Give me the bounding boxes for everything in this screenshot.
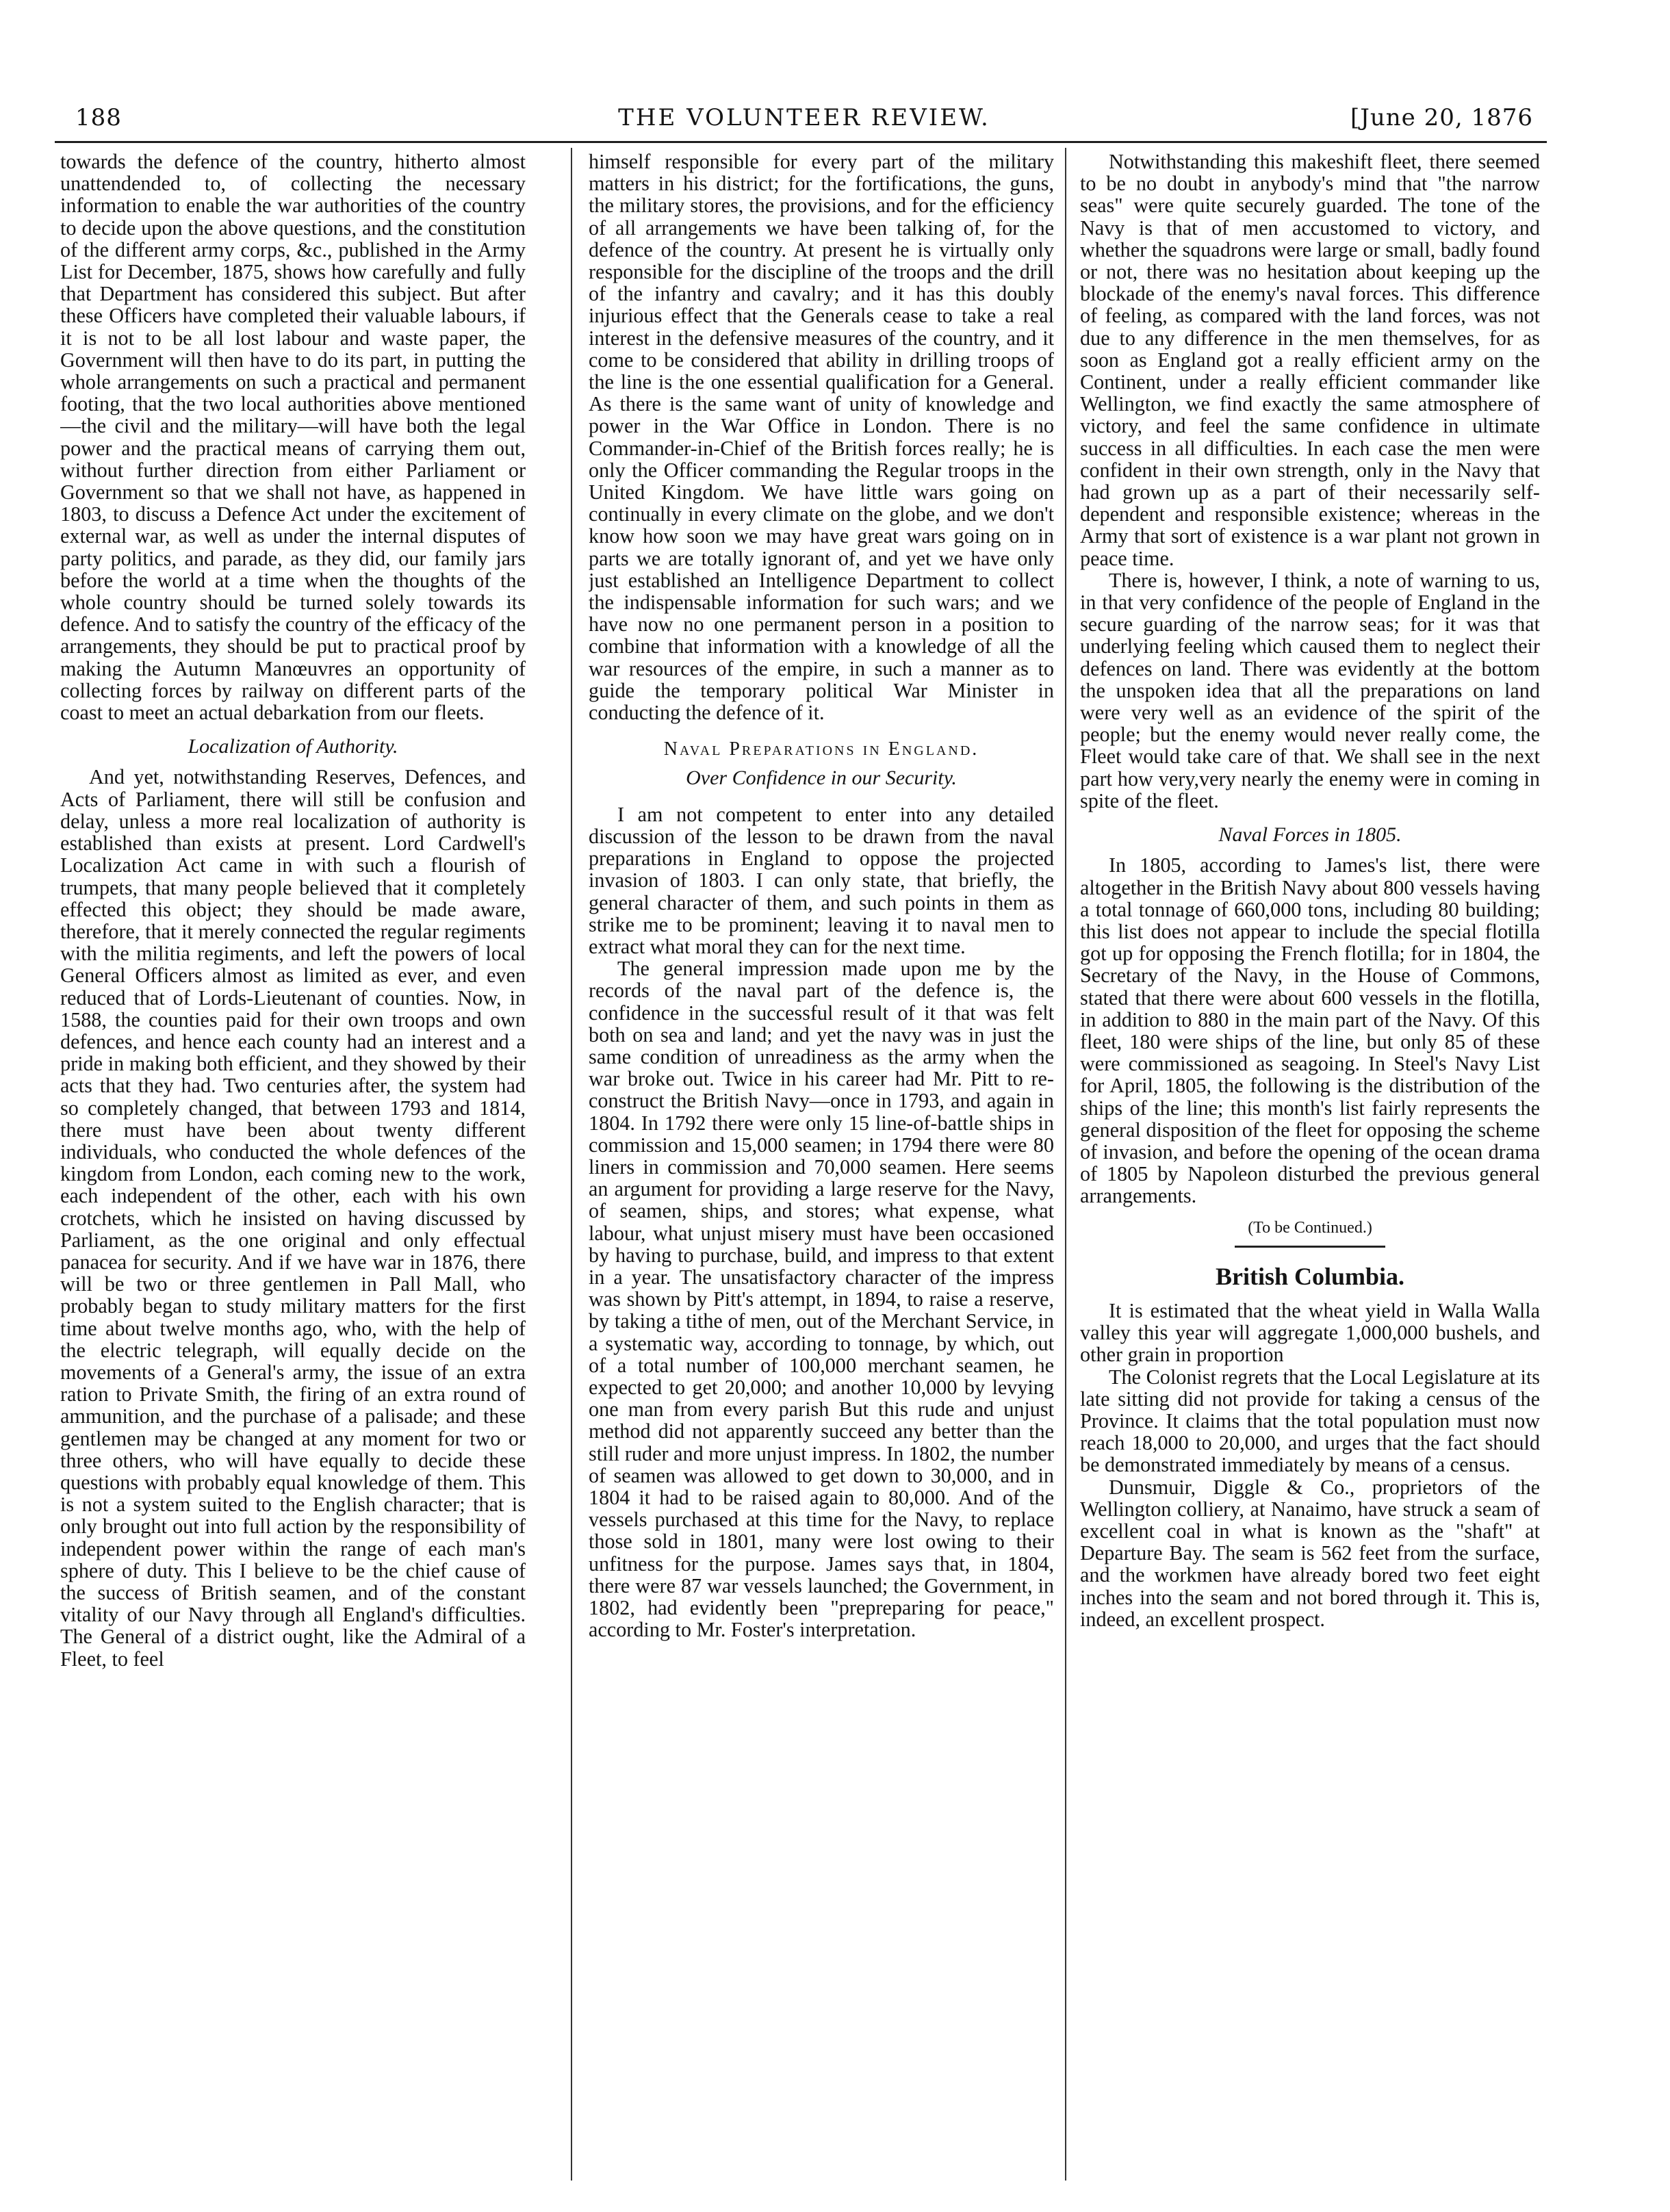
article-paragraph: himself responsible for every part of the military matters in his district; for the fortifications, the guns, the military stores, the provisions, and for the efficiency of all arrangements we have been talking of, for the defence of the country. At present he is virtually only responsible for the discipline of the troops and the drill of the infantry and cavalry; and it has this doubly injurious effect that the Generals cease to take a real interest in the defensive measures of the country, and it come to be considered that ability in drilling troops of the line is the one essential qualification for a General. As there is the same want of unity of knowledge and power in the War Office in London. There is no Commander-in-Chief of the British forces really; he is only the Officer commanding the Regular troops in the United Kingdom. We have little wars going on continually in every climate on the globe, and we don't know how soon we may have great wars going on in parts we are totally ignorant of, and yet we have only just established an Intelligence Department to collect the indispensable information for such wars; and we have now no one permanent person in a position to combine that information with a knowledge of all the war resources of the empire, in such a manner as to guide the temporary political War Minister in conducting the defence of it. [589,151,1054,725]
article-paragraph: There is, however, I think, a note of warning to us, in that very confidence of the people of England in the secure guarding of the narrow seas; for it was that underlying feeling which caused them to neglect their defences on land. There was evidently at the bottom the unspoken idea that all the preparations on land were very well as an evidence of the spirit of the people; but the enemy would never really come, the Fleet would take care of that. We shall see in the next part how very,very nearly the enemy were in coming in spite of the fleet. [1080,568,1540,812]
issue-date: [June 20, 1876 [1350,104,1533,131]
column-divider [1065,148,1066,2181]
article-paragraph: In 1805, according to James's list, there were altogether in the British Navy about 800 vessels having a total tonnage of 660,000 tons, including 80 building; this list does not appear to include the special flotilla got up for opposing the French flotilla; for in 1804, the Secretary of the Navy, in the House of Commons, stated that there were about 600 vessels in the flotilla, in addition to 880 in the main part of the Navy. Of this fleet, 180 were ships of the line, but only 85 of these were commissioned as seagoing. In Steel's Navy List for April, 1805, the following is the distribution of the ships of the line; this month's list fairly represents the general disposition of the fleet for opposing the scheme of invasion, and before the opening of the ocean drama of 1805 by Napoleon disturbed the previous general arrangements. [1080,853,1540,1208]
column-1 [60,151,526,2190]
subsection-heading: Naval Forces in 1805. [1218,823,1402,847]
article-paragraph: towards the defence of the country, hitherto almost unattendended to, of collecting the necessary information to enable the war authorities of the country to decide upon the above questions, and the constitution of the different army corps, &c., published in the Army List for December, 1875, shows how carefully and fully that Department has considered this subject. But after these Officers have completed their valuable labours, if it is not to be all lost labour and waste paper, the Government will then have to do its part, in putting the whole arrangements on such a practical and permanent footing, that the two local authorities above mentioned—the civil and the military—will have both the legal power and the practical means of carrying them out, without further direction from either Parliament or Government so that we shall not have, as happened in 1803, to discuss a Defence Act under the excitement of external war, as well as under the internal disputes of party politics, and parade, as they did, our family jars before the world at a time when the thoughts of the whole country should be turned solely towards its defence. And to satisfy the country of the efficacy of the arrangements, they should be put to practical proof by making the Autumn Manœuvres an opportunity of collecting forces by railway on different parts of the coast to meet an actual debarkation from our fleets. [60,151,526,725]
article-paragraph: I am not competent to enter into any detailed discussion of the lesson to be drawn from the naval preparations in England to oppose the projected invasion of 1803. I can only state, that briefly, the general character of them, and such points in them as strike me to be prominent; leaving it to naval men to extract what moral they can for the next time. [589,802,1054,958]
section-separator [1235,1246,1385,1248]
article-paragraph: The general impression made upon me by the records of the naval part of the defence is, the confidence in the successful result of it that was felt both on sea and land; and yet the navy was in just the same condition of unreadiness as the army when the war broke out. Twice in his career had Mr. Pitt to re-construct the British Navy—once in 1793, and again in 1804. In 1792 there were only 15 line-of-battle ships in commission and 15,000 seamen; in 1794 there were 80 liners in commission and 70,000 seamen. Here seems an argument for providing a large reserve for the Navy, of seamen, ships, and stores; what expense, what labour, what unjust misery must have been occasioned by having to purchase, build, and impress to that extent in a year. The unsatisfactory character of the impress was shown by Pitt's attempt, in 1894, to raise a reserve, by taking a tithe of men, out of the Merchant Service, in a systematic way, according to tonnage, by which, out of a total number of 100,000 merchant seamen, he expected to get 20,000; and another 10,000 by levying one man from every parish But this rude and unjust method did not apparently succeed any better than the still ruder and more unjust impress. In 1802, the number of seamen was allowed to get down to 30,000, and in 1804 it had to be raised again to 80,000. And of the vessels purchased at this time for the Navy, to replace those sold in 1801, many were lost owing to their unfitness for the purpose. James says that, in 1804, there were 87 war vessels launched; the Government, in 1802, had evidently been "prepreparing for peace," according to Mr. Foster's interpretation. [589,957,1054,1642]
column-3 [1080,151,1540,2190]
publication-title: THE VOLUNTEER REVIEW. [618,104,990,131]
page-number: 188 [75,104,122,131]
article-paragraph: It is estimated that the wheat yield in Walla Walla valley this year will aggregate 1,000,000 bushels, and other grain in proportion [1080,1298,1540,1367]
subsection-heading: Localization of Authority. [188,735,398,758]
section-heading: British Columbia. [1215,1262,1405,1290]
article-paragraph: Notwithstanding this makeshift fleet, there seemed to be no doubt in anybody's mind that "the narrow seas" were quite securely guarded. The tone of the Navy is that of men accustomed to victory, and whether the squadrons were large or small, badly found or not, there was no hesitation about keeping up the blockade of the enemy's naval forces. This difference of feeling, as compared with the land forces, was not due to any difference in the men themselves, for as soon as England got a really efficient army on the Continent, under a really efficient commander like Wellington, we find exactly the same atmosphere of victory, and feel the same confidence in ultimate success in all difficulties. In each case the men were confident in their own strength, only in the Navy that had grown up as a part of their necessarily self-dependent and responsible existence; whereas in the Army that sort of existence is a war plant not grown in peace time. [1080,151,1540,570]
subsection-heading: Over Confidence in our Security. [686,767,957,790]
article-paragraph: Dunsmuir, Diggle & Co., proprietors of the Wellington colliery, at Nanaimo, have struck a seam of excellent coal in what is known as the "shaft" at Departure Bay. The seam is 562 feet from the surface, and the workmen have already bored two feet eight inches into the seam and not bored through it. This is, indeed, an excellent prospect. [1080,1475,1540,1631]
header-rule [55,141,1547,143]
column-divider [571,148,572,2181]
column-2 [589,151,1054,2190]
article-paragraph: And yet, notwithstanding Reserves, Defences, and Acts of Parliament, there will still be confusion and delay, unless a more real localization of authority is established than exists at present. Lord Cardwell's Localization Act came in with such a flourish of trumpets, that many people believed that it completely effected this object; they should be made aware, therefore, that it merely connected the regular regiments with the militia regiments, and left the powers of local General Officers almost as limited as ever, and even reduced that of Lords-Lieutenant of counties. Now, in 1588, the counties paid for their own troops and own defences, and hence each county had an interest and a pride in making both efficient, and they showed by their acts that they had. Two centuries after, the system had so completely changed, that between 1793 and 1814, there must have been about twenty different individuals, who conducted the whole defences of the kingdom from London, each coming new to the work, each independent of the other, each with his own crotchets, which he insisted on having discussed by Parliament, as the one original and only effectual panacea for security. And if we have war in 1876, there will be two or three gentlemen in Pall Mall, who probably began to study military matters for the first time about twelve months ago, who, with the help of the electric telegraph, will equally decide on the movements of a General's army, the issue of an extra ration to Private Smith, the firing of an extra round of ammunition, and the purchase of a palisade; and these gentlemen may be changed at any moment for two or three others, who will have equally to decide these questions with probably equal knowledge of them. This is not a system suited to the English character; that is only brought out into full action by the responsibility of independent power within the range of each man's sphere of duty. This I believe to be the chief cause of the success of British seamen, and of the constant vitality of our Navy through all England's difficulties. The General of a district ought, like the Admiral of a Fleet, to feel [60,765,526,1671]
page-header [75,101,1533,142]
continued-note: (To be Continued.) [1248,1218,1372,1237]
section-heading: Naval Preparations in England. [663,738,979,760]
article-paragraph: The Colonist regrets that the Local Legislature at its late sitting did not provide for taking a census of the Province. It claims that the total population must now reach 18,000 to 20,000, and urges that the fact should be demonstrated immediately by means of a census. [1080,1365,1540,1477]
